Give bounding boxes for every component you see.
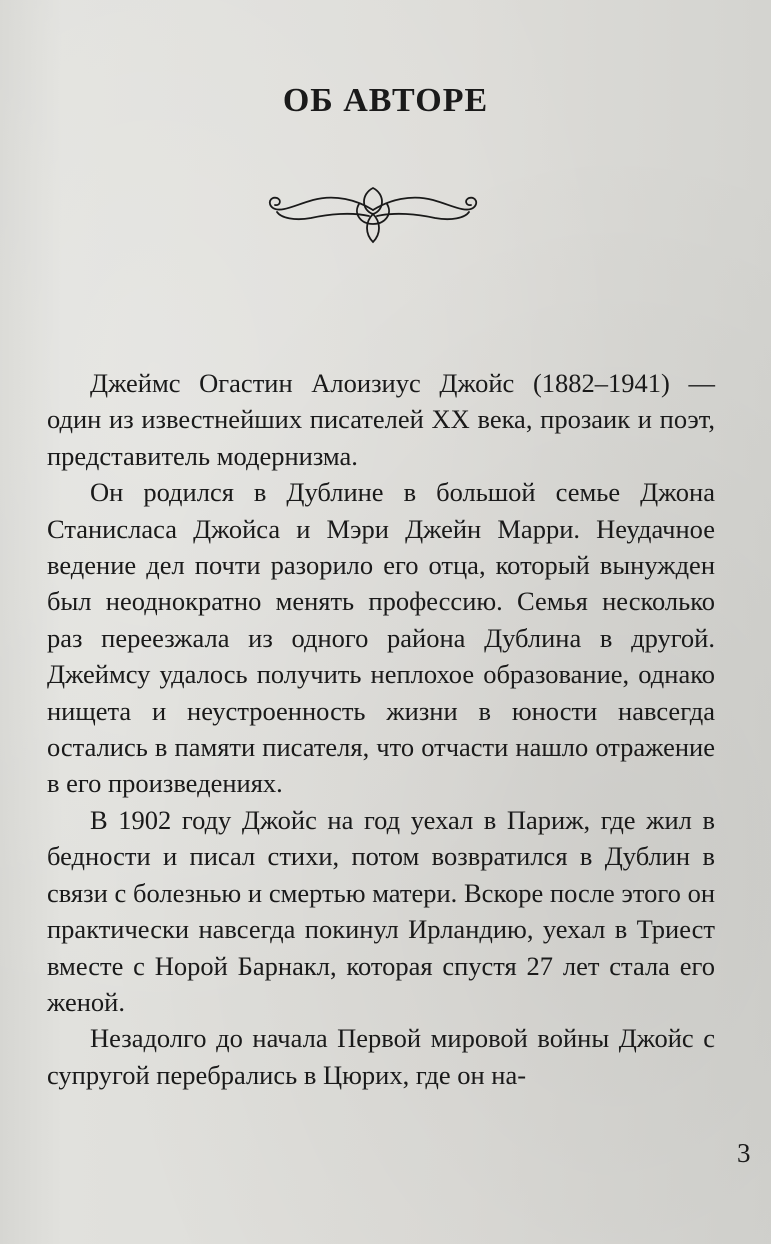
flourish-divider-icon <box>265 180 481 246</box>
paragraph-3: В 1902 году Джойс на год уехал в Париж, где жил в бедности и писал стихи, потом возвратился в Дублин в связи с болезнью и смертью матери. Вскоре после этого он практически навсегда покинул Ирландию, уехал в Триест вместе с Норой Барнакл, которая спустя 27 лет стала его женой. <box>47 804 715 1017</box>
paragraph-1: Джеймс Огастин Алоизиус Джойс (1882–1941) — один из известнейших писателей XX века, прозаик и поэт, представитель модернизма. <box>47 368 715 471</box>
page-number: 3 <box>737 1138 751 1168</box>
article-body <box>47 365 715 1093</box>
paragraph-4: Незадолго до начала Первой мировой войны Джойс с супругой перебрались в Цюрих, где он на- <box>47 1023 715 1090</box>
paragraph-2: Он родился в Дублине в большой семье Джона Станисласа Джойса и Мэри Джейн Марри. Неудачное ведение дел почти разорило его отца, который вынужден был неоднократно менять профессию. Семья несколько раз переезжала из одного района Дублина в другой. Джеймсу удалось получить неплохое образование, однако нищета и неустроенность жизни в юности навсегда остались в памяти писателя, что отчасти нашло отражение в его произведениях. <box>47 477 715 799</box>
page-title: ОБ АВТОРЕ <box>282 82 489 119</box>
